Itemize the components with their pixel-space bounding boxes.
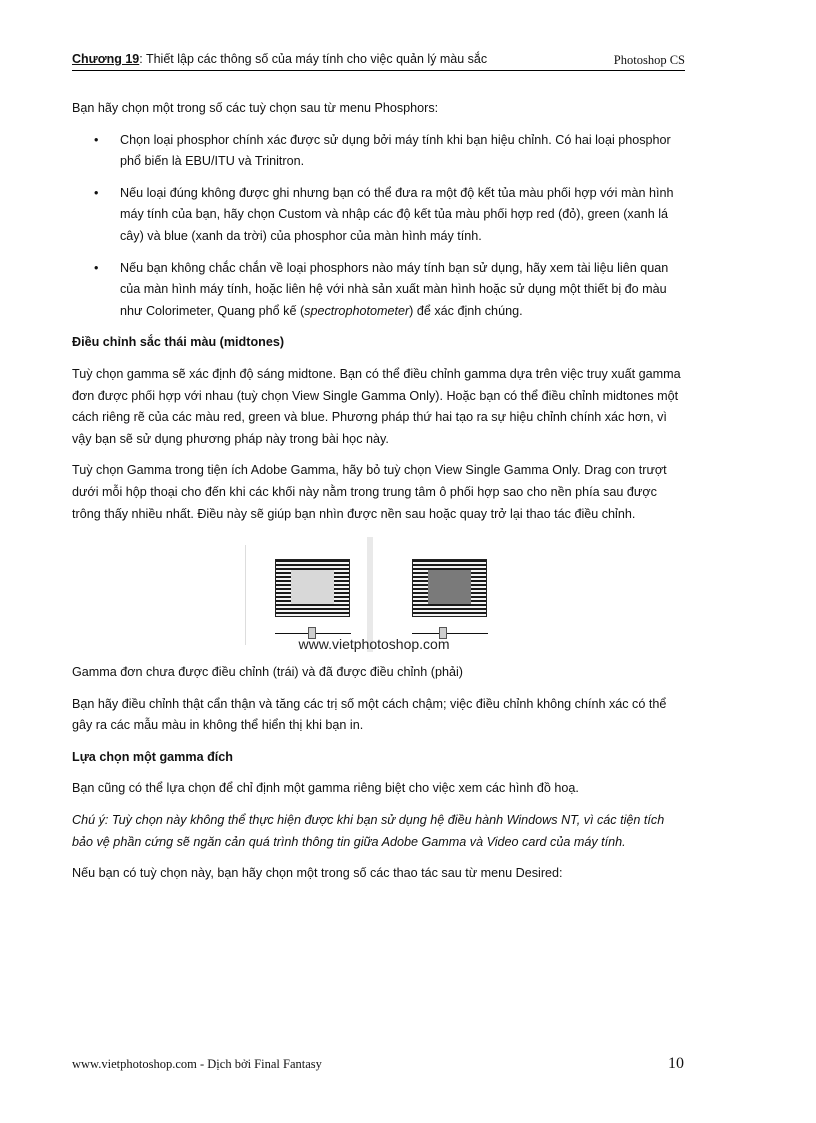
page-header xyxy=(72,52,685,71)
bullet-icon: • xyxy=(94,260,99,275)
list-item-text-part: Nếu bạn không chắc chắn về loại phosphors nào máy tính bạn sử dụng, hãy xem tài liệu liên quan của màn hình máy tính, hoặc liên hệ với nhà sản xuất màn hình hoặc sử dụng một thiết bị đo màu như Colorimeter, Quang phổ kế ( xyxy=(120,260,669,318)
gamma-center-block xyxy=(291,570,334,604)
list-item-text xyxy=(120,261,668,318)
list-item-text: Chọn loại phosphor chính xác được sử dụng bởi máy tính khi bạn hiệu chỉnh. Có hai loại phosphor phổ biến là EBU/ITU và Trinitron. xyxy=(120,132,671,169)
gamma-panel-adjusted xyxy=(412,559,487,617)
gamma-figure xyxy=(245,537,503,652)
gamma-center-block xyxy=(428,570,471,604)
app-name: Photoshop CS xyxy=(613,53,685,67)
chapter-title xyxy=(72,52,487,66)
paragraph: Bạn hãy điều chỉnh thật cẩn thận và tăng các trị số một cách chậm; việc điều chỉnh không chính xác có thể gây ra các mẫu màu in không thể hiển thị khi bạn in. xyxy=(72,696,667,733)
page-number: 10 xyxy=(668,1055,684,1072)
bullet-icon: • xyxy=(94,132,99,147)
page-body xyxy=(72,98,688,895)
section-heading-midtones: Điều chỉnh sắc thái màu (midtones) xyxy=(72,335,285,350)
intro-paragraph: Bạn hãy chọn một trong số các tuỳ chọn sau từ menu Phosphors: xyxy=(72,101,439,115)
list-item-text-part: ) để xác định chúng. xyxy=(409,303,523,318)
list-item xyxy=(72,258,688,323)
list-item-italic-term: spectrophotometer xyxy=(304,303,410,318)
list-item xyxy=(72,183,688,248)
section-heading-target-gamma: Lựa chọn một gamma đích xyxy=(72,749,233,764)
paragraph: Tuỳ chọn Gamma trong tiện ích Adobe Gamma, hãy bỏ tuỳ chọn View Single Gamma Only. Drag con trượt dưới mỗi hộp thoại cho đến khi các khối này nằm trong trung tâm ô phối hợp sao cho nền phía sau được trông thấy nhiều nhất. Điều này sẽ giúp bạn nhìn được nền sau hoặc quay trở lại thao tác điều chỉnh. xyxy=(72,463,667,521)
chapter-label: Chương 19 xyxy=(72,52,140,66)
list-item xyxy=(72,130,688,173)
chapter-title-text: : Thiết lập các thông số của máy tính cho việc quản lý màu sắc xyxy=(139,52,488,66)
list-item-text: Nếu loại đúng không được ghi nhưng bạn có thể đưa ra một độ kết tủa màu phối hợp với màn hình máy tính của bạn, hãy chọn Custom và nhập các độ kết tủa màu phối hợp red (đỏ), green (xanh lá cây) và blue (xanh da trời) của phosphor của màn hình máy tính. xyxy=(120,185,674,243)
paragraph: Nếu bạn có tuỳ chọn này, bạn hãy chọn một trong số các thao tác sau từ menu Desired: xyxy=(72,866,563,881)
paragraph: Bạn cũng có thể lựa chọn để chỉ định một gamma riêng biệt cho việc xem các hình đồ hoạ. xyxy=(72,781,579,796)
note-paragraph: Chú ý: Tuỳ chọn này không thể thực hiện được khi bạn sử dụng hệ điều hành Windows NT, vì các tiện tích bảo vệ phần cứng sẽ ngăn cản quá trình thông tin giữa Adobe Gamma và Video card của máy tính. xyxy=(72,813,665,849)
figure-edge xyxy=(245,545,246,645)
figure-caption: Gamma đơn chưa được điều chỉnh (trái) và đã được điều chỉnh (phải) xyxy=(72,665,463,680)
figure-watermark: www.vietphotoshop.com xyxy=(298,636,450,653)
bullet-icon: • xyxy=(94,185,99,200)
paragraph: Tuỳ chọn gamma sẽ xác định độ sáng midtone. Bạn có thể điều chỉnh gamma dựa trên việc truy xuất gamma đơn được phối hợp với nhau (tuỳ chọn View Single Gamma Only). Hoặc bạn có thể điều chỉnh midtones một cách riêng rẽ của các màu red, green và blue. Phương pháp thứ hai tạo ra sự hiệu chỉnh chính xác hơn, vì vậy bạn sẽ sử dụng phương pháp này trong bài học này. xyxy=(72,366,681,446)
footer-site: www.vietphotoshop.com - Dịch bởi Final Fantasy xyxy=(72,1057,322,1071)
phosphor-options-list xyxy=(72,130,688,323)
gamma-panel-unadjusted xyxy=(275,559,350,617)
